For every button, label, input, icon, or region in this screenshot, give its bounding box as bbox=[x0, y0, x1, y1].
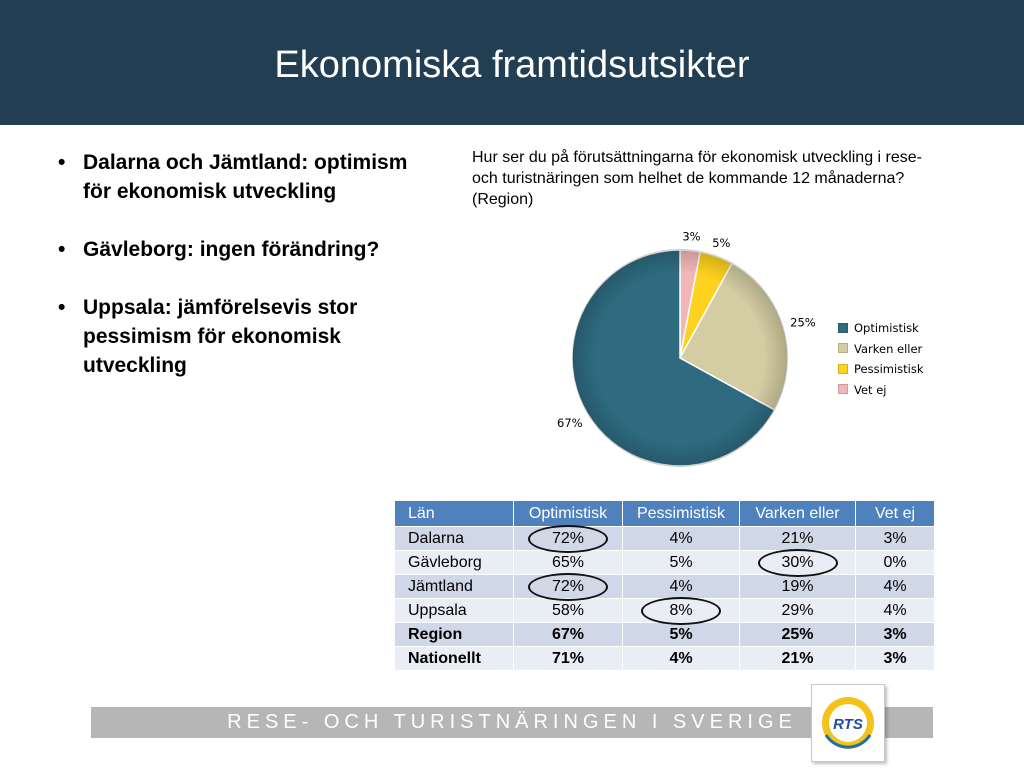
bullet-item bbox=[58, 235, 438, 264]
pie-data-label: 3% bbox=[682, 229, 701, 244]
legend-swatch bbox=[838, 343, 848, 353]
table-cell bbox=[740, 551, 856, 575]
table-cell: 4% bbox=[856, 575, 935, 599]
table-cell: 0% bbox=[856, 551, 935, 575]
header-varken-eller: Varken eller bbox=[740, 501, 856, 527]
table-cell: 29% bbox=[740, 599, 856, 623]
table-cell: Uppsala bbox=[395, 599, 514, 623]
table-cell: 19% bbox=[740, 575, 856, 599]
footer-text: RESE- OCH TURISTNÄRINGEN I SVERIGE bbox=[227, 711, 797, 733]
chart-legend bbox=[838, 318, 924, 400]
table-cell: 3% bbox=[856, 647, 935, 671]
cell-value: 8% bbox=[669, 601, 693, 619]
table-cell: 5% bbox=[623, 551, 740, 575]
table-cell: 65% bbox=[514, 551, 623, 575]
legend-label: Varken eller bbox=[854, 341, 923, 356]
table-cell bbox=[623, 599, 740, 623]
legend-label: Optimistisk bbox=[854, 321, 919, 335]
table-row-dalarna bbox=[395, 527, 935, 551]
table-cell: 71% bbox=[514, 647, 623, 671]
bullet-item bbox=[58, 148, 438, 206]
header-optimistisk: Optimistisk bbox=[514, 501, 623, 527]
legend-item-pessimistisk bbox=[838, 359, 924, 380]
cell-value: 72% bbox=[551, 577, 585, 595]
pie-data-label: 5% bbox=[712, 236, 731, 251]
table-cell: 25% bbox=[740, 623, 856, 647]
table-row-gavleborg bbox=[395, 551, 935, 575]
table-cell bbox=[514, 527, 623, 551]
title-bar bbox=[0, 0, 1024, 125]
table-cell: 3% bbox=[856, 623, 935, 647]
highlight-circle bbox=[758, 549, 838, 577]
pie-data-label: 25% bbox=[790, 315, 816, 330]
header-vet-ej: Vet ej bbox=[856, 501, 935, 527]
bullet-dot: • bbox=[58, 151, 66, 174]
chart-title: Hur ser du på förutsättningarna för ekonomisk utveckling i rese- och turistnäringen som helhet de kommande 12 månaderna? (Region) bbox=[472, 149, 922, 208]
bullet-text: Dalarna och Jämtland: optimism för ekonomisk utveckling bbox=[83, 151, 408, 203]
table-cell: Region bbox=[395, 623, 514, 647]
highlight-circle bbox=[641, 597, 721, 625]
cell-value: 30% bbox=[781, 553, 814, 571]
bullet-item bbox=[58, 293, 438, 380]
table-cell: Dalarna bbox=[395, 527, 514, 551]
header-lan: Län bbox=[395, 501, 514, 527]
pie-data-label: 67% bbox=[557, 416, 583, 431]
table-cell: 21% bbox=[740, 647, 856, 671]
bullet-dot: • bbox=[58, 238, 66, 261]
table-row-region bbox=[395, 623, 935, 647]
cell-value: 72% bbox=[551, 529, 585, 547]
legend-item-varken-eller bbox=[838, 339, 924, 360]
table-cell: Jämtland bbox=[395, 575, 514, 599]
header-pessimistisk: Pessimistisk bbox=[623, 501, 740, 527]
table-cell: 4% bbox=[623, 647, 740, 671]
table-cell: Nationellt bbox=[395, 647, 514, 671]
bullet-text: Uppsala: jämförelsevis stor pessimism för ekonomisk utveckling bbox=[83, 296, 358, 377]
table-cell: 67% bbox=[514, 623, 623, 647]
table-cell: 5% bbox=[623, 623, 740, 647]
bullet-dot: • bbox=[58, 296, 66, 319]
pie-chart bbox=[530, 225, 830, 475]
legend-swatch bbox=[838, 364, 848, 374]
table-cell bbox=[514, 575, 623, 599]
pie-shading bbox=[572, 249, 788, 467]
slide-title: Ekonomiska framtidsutsikter bbox=[274, 44, 750, 86]
rts-logo bbox=[811, 684, 885, 762]
table-cell: 3% bbox=[856, 527, 935, 551]
bullet-list bbox=[58, 148, 438, 409]
highlight-circle bbox=[528, 525, 608, 553]
table-header-row bbox=[395, 501, 935, 527]
results-table bbox=[394, 500, 935, 671]
table-cell: Gävleborg bbox=[395, 551, 514, 575]
table-cell: 4% bbox=[623, 575, 740, 599]
legend-swatch bbox=[838, 384, 848, 394]
legend-item-vet-ej bbox=[838, 380, 924, 401]
legend-label: Pessimistisk bbox=[854, 362, 924, 376]
table-cell: 58% bbox=[514, 599, 623, 623]
table-cell: 4% bbox=[856, 599, 935, 623]
table-row-uppsala bbox=[395, 599, 935, 623]
legend-item-optimistisk bbox=[838, 318, 924, 339]
rts-logo-icon bbox=[812, 685, 884, 761]
bullet-text: Gävleborg: ingen förändring? bbox=[83, 238, 380, 261]
table-row-jamtland bbox=[395, 575, 935, 599]
table-cell: 4% bbox=[623, 527, 740, 551]
table-cell: 21% bbox=[740, 527, 856, 551]
logo-text: RTS bbox=[833, 716, 863, 733]
highlight-circle bbox=[528, 573, 608, 601]
legend-label: Vet ej bbox=[854, 382, 887, 397]
legend-swatch bbox=[838, 323, 848, 333]
table-row-nationellt bbox=[395, 647, 935, 671]
